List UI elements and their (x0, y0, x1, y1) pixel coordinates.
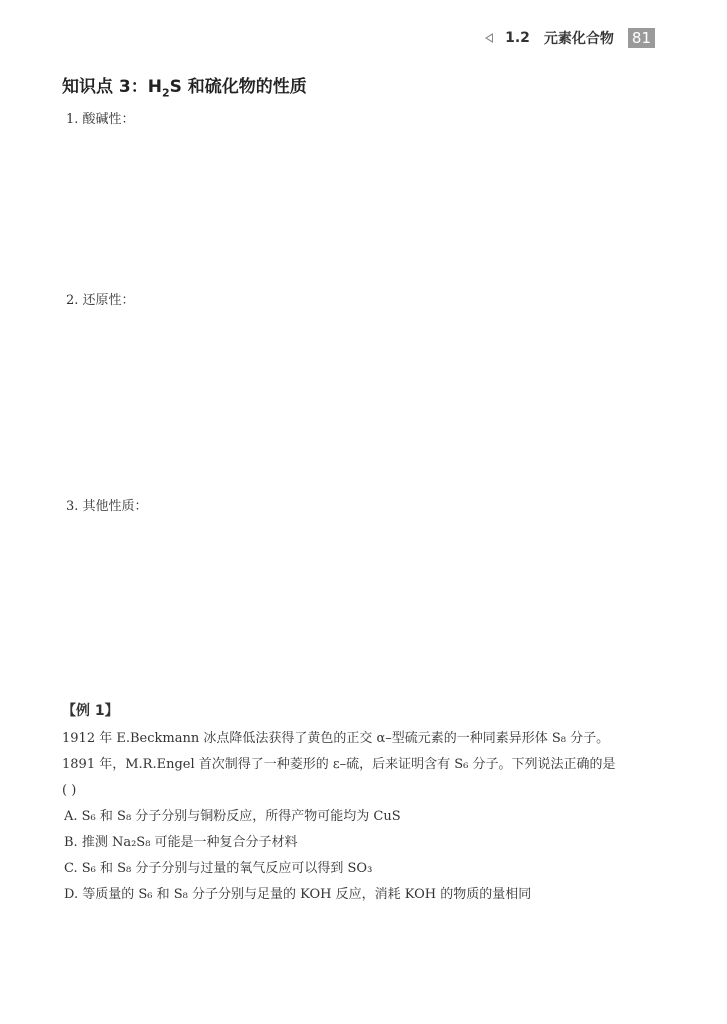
page-header (485, 28, 655, 48)
option-c: C. S₆ 和 S₈ 分子分别与过量的氧气反应可以得到 SO₃ (64, 861, 373, 876)
title-subscript: 2 (161, 86, 170, 100)
page-title (62, 72, 307, 99)
example-line-2: 1891 年，M.R.Engel 首次制得了一种菱形的 ε–硫，后来证明含有 S₆ 分子。下列说法正确的是 (62, 757, 616, 772)
item-other-properties: 3. 其他性质： (66, 499, 148, 514)
option-d: D. 等质量的 S₆ 和 S₈ 分子分别与足量的 KOH 反应，消耗 KOH 的物质的量相同 (64, 887, 532, 902)
page-number: 81 (628, 28, 655, 48)
example-line-1: 1912 年 E.Beckmann 冰点降低法获得了黄色的正交 α–型硫元素的一种同素异形体 S₈ 分子。 (62, 731, 610, 746)
example-title: 【例 1】 (62, 703, 119, 719)
title-suffix: S 和硫化物的性质 (169, 77, 307, 97)
option-b: B. 推测 Na₂S₈ 可能是一种复合分子材料 (64, 835, 298, 850)
option-a: A. S₆ 和 S₈ 分子分别与铜粉反应，所得产物可能均为 CuS (64, 809, 401, 824)
item-acid-base: 1. 酸碱性： (66, 112, 135, 127)
title-prefix: 知识点 3：H (62, 77, 162, 97)
item-reducibility: 2. 还原性： (66, 293, 135, 308)
section-title: 元素化合物 (543, 31, 614, 47)
section-number: 1.2 (505, 30, 530, 46)
triangle-left-icon (485, 33, 493, 43)
example-block (62, 698, 662, 908)
answer-blank: ( ) (62, 783, 77, 798)
